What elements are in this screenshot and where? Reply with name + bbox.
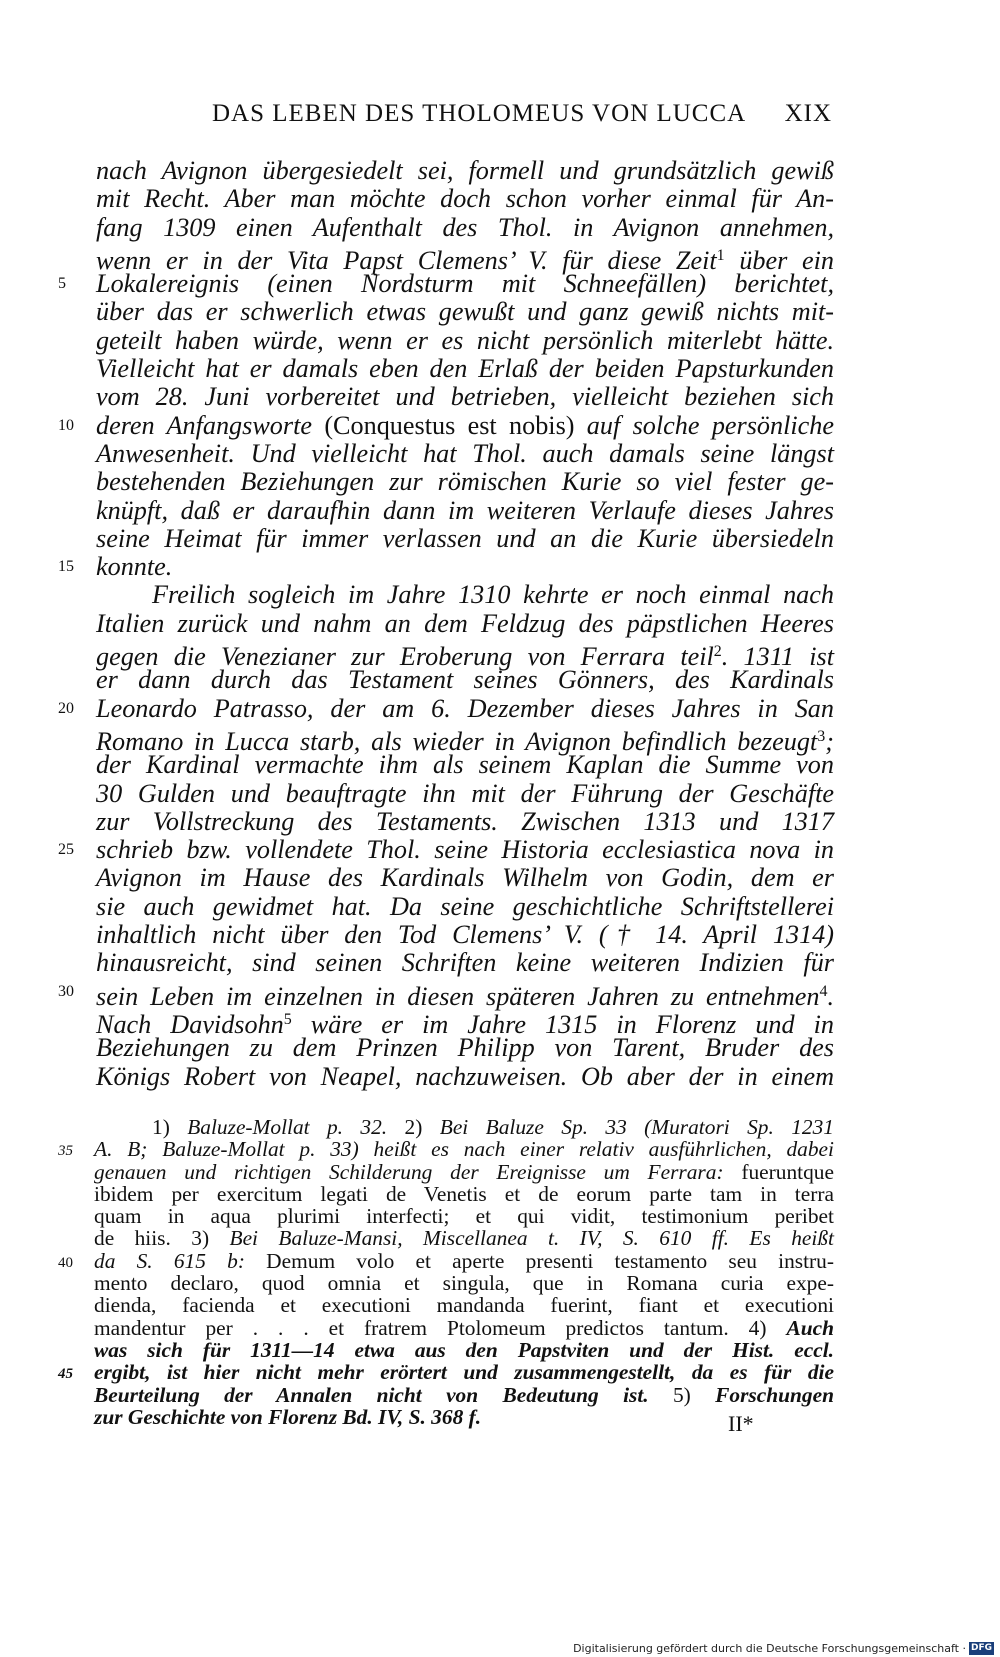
text-line: Beziehungen zu dem Prinzen Philipp von Tarent, Bruder des [96,1033,834,1063]
footnote-ref: 3 [817,727,826,745]
text-line: wenn er in der Vita Papst Clemens’ V. für diese Zeit$^1$ über ein [96,245,834,275]
footnote-line: 40 da S. 615 b: Demum volo et aperte presenti testamento seu instru- [58,1248,834,1273]
line-number: 30 [58,982,74,1000]
text-line: Avignon im Hause des Kardinals Wilhelm von Godin, dem er [96,863,834,893]
page-number: XIX [784,100,832,127]
text-line: geteilt haben würde, wenn er es nicht persönlich miterlebt hätte. [96,325,834,355]
text-line: 30 Gulden und beauftragte ihn mit der Führung der Geschäfte [96,778,834,808]
dfg-logo: DFG [970,1643,992,1653]
footnote-line: 1) Baluze-Mollat p. 32. 2) Bei Baluze Sp. 33 (Muratori Sp. 1231 [152,1115,834,1139]
text-line: der Kardinal vermachte ihm als seinem Kaplan die Summe von [96,750,834,780]
footnote-ref: 1 [716,246,725,264]
footnote-line: dienda, facienda et executioni mandanda fuerint, fiant et executioni [94,1293,834,1318]
text-line: Anwesenheit. Und vielleicht hat Thol. auch damals seine längst [96,438,834,468]
text-line: gegen die Venezianer zur Eroberung von Ferrara teil$^2$. 1311 ist [96,642,834,672]
printer-signature: II* [728,1411,754,1436]
text-line: 30 sein Leben im einzelnen in diesen späteren Jahren zu entnehmen$^4$. [96,978,834,1006]
text-line: Romano in Lucca starb, als wieder in Avignon befindlich bezeugt$^3$; [96,726,834,756]
footnote-line: genauen und richtigen Schilderung der Ereignisse um Ferrara: fueruntque [94,1159,834,1184]
footnote-line: was sich für 1311—14 etwa aus den Papstviten und der Hist. eccl. [94,1337,834,1362]
main-text [58,156,835,1091]
text-line: knüpft, daß er daraufhin dann im weiteren Verlaufe dieses Jahres [96,495,834,525]
footnote-line: 45 ergibt, ist hier nicht mehr erörtert und zusammengestellt, da es für die [58,1360,834,1385]
text-line: Vielleicht hat er damals eben den Erlaß der beiden Papsturkunden [96,354,834,384]
text-line: bestehenden Beziehungen zur römischen Kurie so viel fester ge- [96,467,834,497]
digitization-credit [573,1642,994,1655]
text-line: vom 28. Juni vorbereitet und betrieben, vielleicht beziehen sich [96,382,834,412]
text-line: über das er schwerlich etwas gewußt und ganz gewiß nichts mit- [96,297,834,327]
footnote-line: mandentur per . . . et fratrem Ptolomeum predictos tantum. 4) Auch [94,1315,834,1340]
footnote-line: de hiis. 3) Bei Baluze-Mansi, Miscellanea t. IV, S. 610 ff. Es heißt [94,1226,834,1251]
line-number: 5 [58,275,66,293]
footnote-ref: 2 [713,643,722,661]
text-line: Königs Robert von Neapel, nachzuweisen. Ob aber der in einem [96,1061,834,1091]
footnote-line: Beurteilung der Annalen nicht von Bedeutung ist. 5) Forschungen [94,1382,834,1407]
text-line: Nach Davidsohn$^5$ wäre er im Jahre 1315 in Florenz und in [96,1009,834,1039]
line-number: 40 [58,1254,73,1271]
footnotes [58,1115,834,1429]
text-line: er dann durch das Testament seines Gönners, des Kardinals [96,665,834,695]
line-number: 35 [58,1143,73,1160]
line-number: 45 [58,1366,73,1383]
text-line: 10 deren Anfangsworte (Conquestus est nobis) auf solche persönliche [58,410,835,440]
running-title: DAS LEBEN DES THOLOMEUS VON LUCCA [212,100,747,127]
footnote-ref: 4 [819,982,828,1000]
text-line: 20 Leonardo Patrasso, der am 6. Dezember dieses Jahres in San [58,693,834,723]
text-line: zur Vollstreckung des Testaments. Zwischen 1313 und 1317 [96,806,834,836]
text-line: 5 Lokalereignis (einen Nordsturm mit Schneefällen) berichtet, [58,269,834,299]
line-number: 10 [58,416,74,434]
text-line: Italien zurück und nahm an dem Feldzug des päpstlichen Heeres [96,608,834,638]
text-line: 15 konnte. [58,552,173,582]
footnote-line: quam in aqua plurimi interfecti; et qui vidit, testimonium peribet [94,1204,834,1229]
text-line: hinausreicht, sind seinen Schriften keine weiteren Indizien für [96,948,834,978]
text-line: sie auch gewidmet hat. Da seine geschichtliche Schriftstellerei [96,891,834,921]
line-number: 15 [58,558,74,576]
text-line: inhaltlich nicht über den Tod Clemens’ V. († 14. April 1314) [96,920,834,950]
footnote-line: ibidem per exercitum legati de Venetis et de eorum parte tam in terra [94,1181,834,1206]
text-line: seine Heimat für immer verlassen und an die Kurie übersiedeln [96,523,834,553]
line-number: 20 [58,699,74,717]
line-number: 25 [58,841,74,859]
text-line: 25 schrieb bzw. vollendete Thol. seine Historia ecclesiastica nova in [58,835,834,865]
footnote-line: zur Geschichte von Florenz Bd. IV, S. 368 f. [94,1404,482,1429]
text-line: fang 1309 einen Aufenthalt des Thol. in Avignon annehmen, [96,212,834,242]
text-line: mit Recht. Aber man möchte doch schon vorher einmal für An- [96,184,834,214]
running-header [212,100,832,132]
footnote-line: 35 A. B; Baluze-Mollat p. 33) heißt es nach einer relativ ausführlichen, dabei [58,1137,834,1162]
footnote-ref: 5 [283,1010,292,1028]
credit-text: Digitalisierung gefördert durch die Deutsche Forschungsgemeinschaft · [573,1642,966,1655]
text-line: Freilich sogleich im Jahre 1310 kehrte er noch einmal nach [152,580,834,610]
footnote-line: mento declaro, quod omnia et singula, que in Romana curia expe- [94,1271,834,1296]
text-line: nach Avignon übergesiedelt sei, formell und grundsätzlich gewiß [96,156,834,185]
